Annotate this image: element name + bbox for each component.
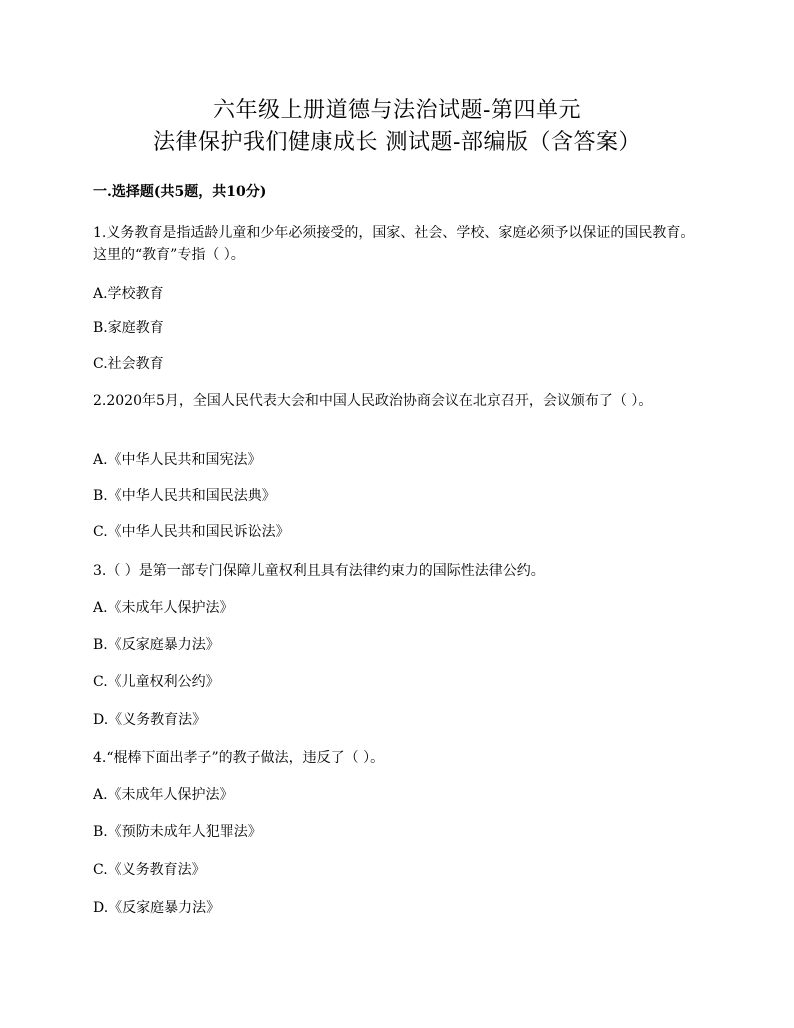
question-1-option-a: A.学校教育 [93,286,164,302]
section-heading: 一.选择题(共5题，共10分) [93,184,267,200]
question-3-option-a: A.《未成年人保护法》 [93,600,234,616]
question-1-option-b: B.家庭教育 [93,320,164,336]
question-4-option-d: D.《反家庭暴力法》 [93,900,221,916]
document-title-line-2: 法律保护我们健康成长 测试题-部编版（含答案） [153,130,641,155]
question-2-text: 2.2020年5月，全国人民代表大会和中国人民政治协商会议在北京召开，会议颁布了（ ）。 [93,393,653,409]
question-1-option-c: C.社会教育 [93,356,164,372]
question-1-text: 1.义务教育是指适龄儿童和少年必须接受的，国家、社会、学校、家庭必须予以保证的国民教育。这里的“教育”专指（ ）。 [93,225,695,263]
question-4-option-a: A.《未成年人保护法》 [93,787,234,803]
question-3-option-c: C.《儿童权利公约》 [93,674,220,690]
question-3-text: 3.（ ）是第一部专门保障儿童权利且具有法律约束力的国际性法律公约。 [93,563,545,579]
question-2-option-b: B.《中华人民共和国民法典》 [93,488,276,504]
question-2-option-c: C.《中华人民共和国民诉讼法》 [93,524,290,540]
question-4-option-c: C.《义务教育法》 [93,862,206,878]
question-4-option-b: B.《预防未成年人犯罪法》 [93,824,262,840]
document-title-line-1: 六年级上册道德与法治试题-第四单元 [213,98,581,123]
question-2-option-a: A.《中华人民共和国宪法》 [93,452,262,468]
question-3-option-b: B.《反家庭暴力法》 [93,637,220,653]
question-3-option-d: D.《义务教育法》 [93,712,207,728]
question-4-text: 4.“棍棒下面出孝子”的教子做法，违反了（ ）。 [93,750,385,766]
